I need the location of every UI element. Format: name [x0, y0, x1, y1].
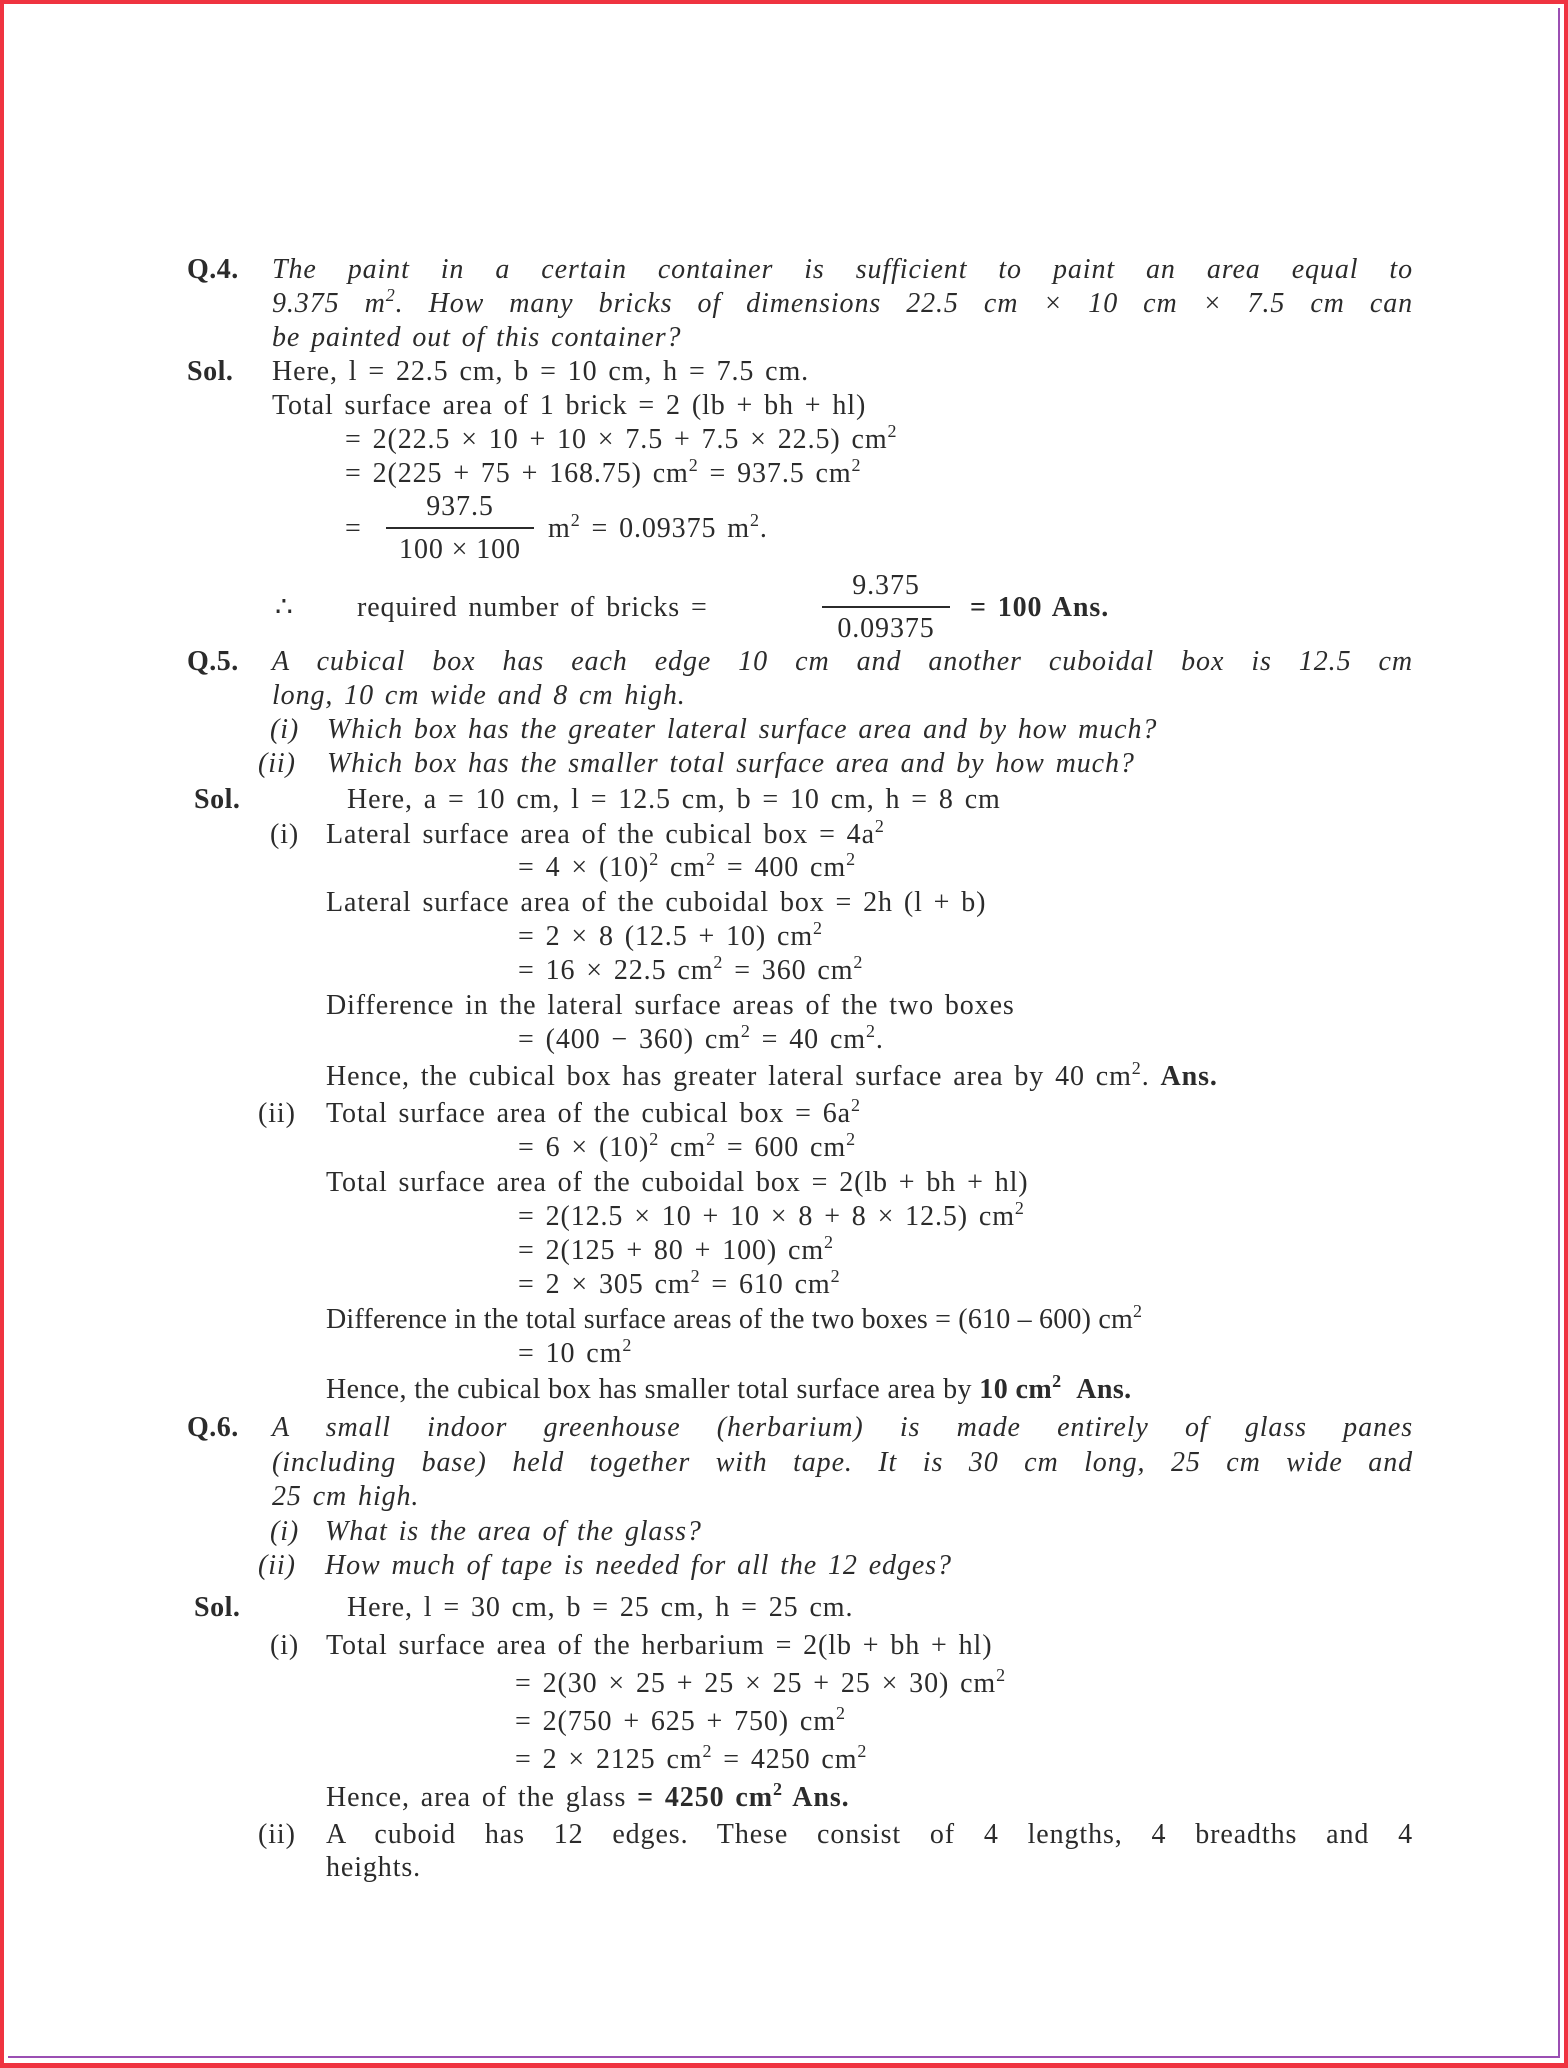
fraction-numerator: 937.5 — [426, 491, 494, 522]
q4-result-m2: = 0.09375 m — [580, 513, 750, 544]
text: = 6 × (10) — [518, 1132, 650, 1163]
q6-sol-label: Sol. — [194, 1592, 241, 1623]
superscript: 2 — [857, 1741, 868, 1761]
unit-m: m — [548, 513, 571, 544]
text: . — [1141, 1061, 1161, 1092]
q4-fraction-937-5 — [386, 490, 534, 567]
text: = 2(125 + 80 + 100) cm — [518, 1235, 825, 1266]
text: = (400 − 360) cm — [518, 1024, 741, 1055]
q5-i-line-1 — [326, 818, 885, 852]
q6-part-ii-num: (ii) — [258, 1550, 296, 1581]
q5-i-line-4 — [518, 920, 823, 954]
q5-given: Here, a = 10 cm, l = 12.5 cm, b = 10 cm, h = 8 cm — [347, 784, 1001, 815]
text: Total surface area of the cubical box = 6a — [326, 1098, 851, 1129]
q6-question-line-1: A small indoor greenhouse (herbarium) is made entirely of glass panes — [272, 1412, 1413, 1443]
text: = 360 cm — [723, 955, 854, 986]
text: = 600 cm — [715, 1132, 847, 1163]
q4-given: Here, l = 22.5 cm, b = 10 cm, h = 7.5 cm. — [272, 356, 810, 387]
answer-value: = 4250 cm — [637, 1782, 773, 1813]
q4-step-2 — [345, 423, 897, 457]
q5-ii-line-6 — [518, 1268, 841, 1302]
q4-label: Q.4. — [187, 254, 239, 285]
text: Hence, area of the glass — [326, 1782, 638, 1813]
q6-question-line-3: 25 cm high. — [272, 1481, 420, 1512]
q6-question-line-2: (including base) held together with tape. It is 30 cm long, 25 cm wide and — [272, 1447, 1413, 1478]
text: = 2(750 + 625 + 750) cm — [515, 1706, 836, 1737]
superscript: 2 — [830, 1266, 841, 1286]
q5-i-line-5 — [518, 954, 863, 988]
text: cm — [659, 1132, 707, 1163]
ans-label: Ans. — [1160, 1061, 1218, 1092]
q6-sol-part-i-num: (i) — [270, 1630, 300, 1661]
q6-i-line-4 — [515, 1743, 867, 1777]
q6-label: Q.6. — [187, 1412, 239, 1443]
q5-ii-line-1 — [326, 1097, 861, 1131]
q4-question-line-2 — [272, 287, 1413, 321]
text: = 2(12.5 × 10 + 10 × 8 + 8 × 12.5) cm — [518, 1201, 1015, 1232]
text: = 2 × 8 (12.5 + 10) cm — [518, 921, 814, 952]
fraction-bar — [386, 527, 534, 529]
q6-sol-part-ii-num: (ii) — [258, 1819, 296, 1850]
superscript: 2 — [846, 849, 856, 869]
superscript: 2 — [713, 952, 724, 972]
superscript: 2 — [649, 1129, 660, 1149]
q4-sol-label: Sol. — [187, 356, 234, 387]
q5-ii-conclusion — [326, 1373, 1132, 1407]
superscript: 2 — [702, 1741, 713, 1761]
superscript: 2 — [853, 952, 864, 972]
superscript: 2 — [706, 849, 716, 869]
q4-required-label: required number of bricks = — [357, 592, 708, 623]
q5-ii-line-5 — [518, 1234, 834, 1268]
q4-question-line-3: be painted out of this container? — [272, 322, 682, 353]
superscript: 2 — [740, 1021, 751, 1041]
q5-part-i-text: Which box has the greater lateral surface area and by how much? — [327, 714, 1158, 745]
text: Lateral surface area of the cubical box = 4a — [326, 819, 875, 850]
fraction-numerator: 9.375 — [852, 570, 920, 601]
superscript: 2 — [813, 918, 823, 938]
ans-label: Ans. — [1076, 1374, 1132, 1405]
q5-sol-part-i-num: (i) — [270, 819, 300, 850]
q6-given: Here, l = 30 cm, b = 25 cm, h = 25 cm. — [347, 1592, 854, 1623]
q6-part-i-num: (i) — [270, 1516, 300, 1547]
text: = 4 × (10) — [518, 852, 650, 883]
q4-question-text: . How many bricks of dimensions 22.5 cm × 10 cm × 7.5 cm can — [395, 288, 1413, 319]
text: = 2(30 × 25 + 25 × 25 + 25 × 30) cm — [515, 1668, 997, 1699]
superscript: 2 — [649, 849, 660, 869]
q4-step-1: Total surface area of 1 brick = 2 (lb + bh + hl) — [272, 390, 867, 421]
q5-ii-line-3: Total surface area of the cuboidal box = 2(lb + bh + hl) — [326, 1167, 1029, 1198]
q5-part-ii-num: (ii) — [258, 748, 296, 779]
superscript: 2 — [1052, 1371, 1062, 1391]
ans-label: Ans. — [782, 1782, 850, 1813]
q6-ii-line-1: A cuboid has 12 edges. These consist of 4 lengths, 4 breadths and 4 — [326, 1819, 1413, 1850]
therefore-symbol: ∴ — [275, 592, 294, 623]
superscript: 2 — [887, 421, 898, 441]
superscript: 2 — [749, 510, 760, 530]
q6-i-line-2 — [515, 1667, 1006, 1701]
q5-sol-label: Sol. — [194, 784, 241, 815]
q5-ii-line-8 — [518, 1337, 632, 1371]
q5-question-line-1: A cubical box has each edge 10 cm and another cuboidal box is 12.5 cm — [272, 646, 1413, 677]
q4-fraction-bricks — [822, 569, 950, 646]
text: = 2 × 2125 cm — [515, 1744, 703, 1775]
superscript: 2 — [688, 455, 699, 475]
q5-i-line-2 — [518, 851, 856, 885]
q5-i-line-3: Lateral surface area of the cuboidal box = 2h (l + b) — [326, 887, 987, 918]
q5-i-line-6: Difference in the lateral surface areas of the two boxes — [326, 990, 1015, 1021]
superscript: 2 — [622, 1335, 633, 1355]
q5-part-ii-text: Which box has the smaller total surface area and by how much? — [327, 748, 1135, 779]
q4-question-line-1: The paint in a certain container is sufficient to paint an area equal to — [272, 254, 1413, 285]
q6-i-line-3 — [515, 1705, 846, 1739]
text: = 400 cm — [715, 852, 847, 883]
q6-ii-line-2: heights. — [326, 1852, 422, 1883]
text: Difference in the total surface areas of the two boxes = (610 – 600) cm — [326, 1304, 1133, 1335]
q5-question-line-2: long, 10 cm wide and 8 cm high. — [272, 680, 686, 711]
q6-part-ii-text: How much of tape is needed for all the 12 edges? — [325, 1550, 952, 1581]
superscript: 2 — [690, 1266, 701, 1286]
text: = 10 cm — [518, 1338, 623, 1369]
text: = 16 × 22.5 cm — [518, 955, 714, 986]
q5-part-i-num: (i) — [270, 714, 300, 745]
q6-i-conclusion — [326, 1781, 850, 1815]
q4-frac1-equals: = — [345, 513, 362, 544]
period: . — [759, 513, 768, 544]
superscript: 2 — [996, 1665, 1007, 1685]
text: . — [875, 1024, 884, 1055]
superscript: 2 — [570, 510, 581, 530]
q5-ii-line-7 — [326, 1303, 1142, 1337]
text: cm — [659, 852, 707, 883]
q5-ii-line-4 — [518, 1200, 1025, 1234]
text: Hence, the cubical box has greater lateral surface area by 40 cm — [326, 1061, 1132, 1092]
q4-area-value: 9.375 m — [272, 288, 386, 319]
q4-step-3-result: = 937.5 cm — [698, 458, 852, 489]
q5-label: Q.5. — [187, 646, 239, 677]
superscript: 2 — [385, 285, 396, 305]
answer-value: 10 cm — [979, 1374, 1053, 1405]
q4-frac1-result — [548, 512, 768, 546]
superscript: 2 — [851, 455, 862, 475]
superscript: 2 — [1132, 1301, 1143, 1321]
q4-step-3 — [345, 457, 861, 491]
superscript: 2 — [1131, 1058, 1142, 1078]
superscript: 2 — [1014, 1198, 1025, 1218]
q6-part-i-text: What is the area of the glass? — [325, 1516, 702, 1547]
q5-i-line-7 — [518, 1023, 884, 1057]
q5-sol-part-ii-num: (ii) — [258, 1098, 296, 1129]
q5-ii-line-2 — [518, 1131, 856, 1165]
superscript: 2 — [835, 1703, 846, 1723]
q4-answer: = 100 Ans. — [970, 592, 1110, 623]
fraction-bar — [822, 606, 950, 608]
superscript: 2 — [772, 1779, 783, 1799]
superscript: 2 — [706, 1129, 716, 1149]
text: = 2 × 305 cm — [518, 1269, 691, 1300]
q4-step-2-text: = 2(22.5 × 10 + 10 × 7.5 + 7.5 × 22.5) cm — [345, 424, 888, 455]
text: Hence, the cubical box has smaller total surface area by — [326, 1374, 980, 1405]
q6-i-line-1: Total surface area of the herbarium = 2(lb + bh + hl) — [326, 1630, 993, 1661]
superscript: 2 — [874, 816, 885, 836]
text: = 610 cm — [700, 1269, 831, 1300]
superscript: 2 — [846, 1129, 856, 1149]
superscript: 2 — [850, 1095, 861, 1115]
text: = 40 cm — [750, 1024, 866, 1055]
fraction-denominator: 100 × 100 — [399, 534, 521, 565]
superscript: 2 — [865, 1021, 876, 1041]
superscript: 2 — [824, 1232, 834, 1252]
text: = 4250 cm — [712, 1744, 858, 1775]
q4-step-3-text: = 2(225 + 75 + 168.75) cm — [345, 458, 689, 489]
q5-i-conclusion — [326, 1060, 1218, 1094]
fraction-denominator: 0.09375 — [837, 613, 935, 644]
